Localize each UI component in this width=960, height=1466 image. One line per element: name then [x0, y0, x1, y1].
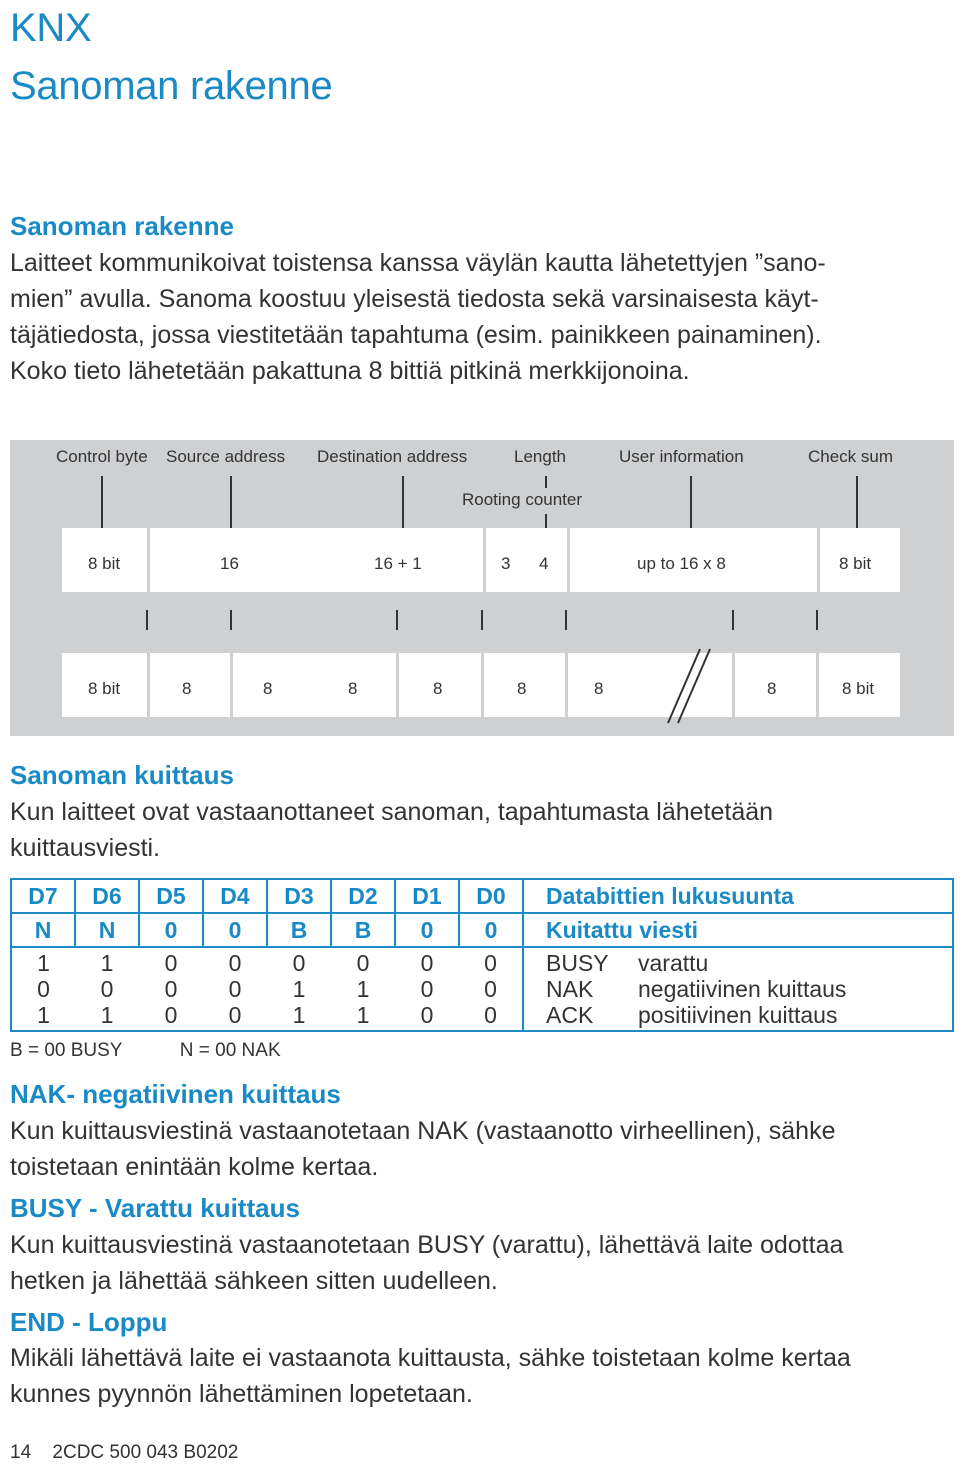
byte-tick	[816, 610, 818, 630]
header-cell: D3	[267, 879, 331, 913]
bit-value: 1	[356, 976, 370, 1002]
bit-column	[459, 947, 523, 1031]
byte-tick	[396, 610, 398, 630]
bit-value: 1	[100, 950, 114, 976]
bit-value: 1	[292, 1002, 306, 1028]
byte-separator	[816, 653, 819, 717]
byte-value: 8	[182, 679, 192, 698]
leader-line	[230, 476, 232, 528]
section-heading-nak: NAK- negatiivinen kuittaus	[10, 1079, 341, 1109]
header-cell: Databittien lukusuunta	[523, 879, 953, 913]
message-meaning: positiivinen kuittaus	[638, 1002, 838, 1028]
field-value: up to 16 x 8	[637, 554, 726, 573]
field-value: 3	[501, 554, 511, 573]
byte-value: 8	[433, 679, 443, 698]
byte-separator	[147, 653, 150, 717]
section-paragraph-sanoman-rakenne	[10, 245, 950, 389]
label-length: Length	[514, 447, 566, 466]
field-value: 8 bit	[88, 554, 121, 573]
leader-line	[545, 514, 547, 528]
telegram-structure-diagram	[10, 440, 954, 736]
paragraph-line: kunnes pyynnön lähettäminen lopetetaan.	[10, 1380, 473, 1408]
message-row	[546, 1002, 952, 1028]
paragraph-line: kuittausviesti.	[10, 834, 161, 862]
leader-line	[856, 476, 858, 528]
header-cell: 0	[139, 913, 203, 947]
bit-column	[75, 947, 139, 1031]
section-paragraph-end	[10, 1340, 950, 1412]
table-body-row	[11, 947, 953, 1031]
table-header-row	[11, 879, 953, 913]
byte-value: 8	[348, 679, 358, 698]
header-cell: B	[267, 913, 331, 947]
message-row	[546, 950, 952, 976]
bit-value: 0	[164, 1002, 178, 1028]
bit-value: 0	[420, 1002, 434, 1028]
section-heading-end: END - Loppu	[10, 1307, 168, 1337]
section-paragraph-busy	[10, 1227, 950, 1299]
bit-value: 0	[37, 976, 50, 1002]
bit-value: 0	[164, 976, 178, 1002]
legend-item: N = 00 NAK	[179, 1040, 281, 1061]
byte-separator	[565, 653, 568, 717]
header-cell: D0	[459, 879, 523, 913]
section-heading-sanoman-kuittaus: Sanoman kuittaus	[10, 760, 234, 790]
leader-line	[402, 476, 404, 528]
break-symbol-icon	[660, 645, 720, 727]
bit-value: 1	[37, 1002, 50, 1028]
bit-value: 1	[100, 1002, 114, 1028]
paragraph-line: Laitteet kommunikoivat toistensa kanssa väylän kautta lähetettyjen ”sano-	[10, 249, 826, 277]
header-cell: 0	[395, 913, 459, 947]
paragraph-line: Kun laitteet ovat vastaanottaneet sanoman, tapahtumasta lähetetään	[10, 798, 774, 826]
field-value: 16 + 1	[374, 554, 422, 573]
label-user-information: User information	[619, 447, 744, 466]
byte-value: 8 bit	[88, 679, 121, 698]
bit-value: 1	[37, 950, 50, 976]
document-code: 2CDC 500 043 B0202	[52, 1442, 239, 1463]
leader-line	[690, 476, 692, 528]
byte-separator	[732, 653, 735, 717]
bit-value: 0	[420, 950, 434, 976]
bit-column	[11, 947, 75, 1031]
field-separator	[567, 528, 570, 592]
paragraph-line: Kun kuittausviestinä vastaanotetaan NAK (vastaanotto virheellinen), sähke	[10, 1117, 836, 1145]
paragraph-line: täjätiedosta, jossa viestitetään tapahtuma (esim. painikkeen painaminen).	[10, 321, 822, 349]
header-cell: D1	[395, 879, 459, 913]
paragraph-line: toistetaan enintään kolme kertaa.	[10, 1153, 379, 1181]
bit-value: 0	[484, 1002, 497, 1028]
message-code: NAK	[546, 976, 594, 1002]
message-meaning: negatiivinen kuittaus	[638, 976, 847, 1002]
field-separator	[147, 528, 150, 592]
header-cell: D7	[11, 879, 75, 913]
header-cell: D5	[139, 879, 203, 913]
bit-column	[331, 947, 395, 1031]
field-row	[62, 528, 900, 592]
message-meaning: varattu	[638, 950, 709, 976]
header-cell: 0	[459, 913, 523, 947]
bit-value: 1	[356, 1002, 370, 1028]
table-legend	[10, 1040, 333, 1062]
byte-value: 8 bit	[842, 679, 875, 698]
message-row	[546, 976, 952, 1002]
label-destination-address: Destination address	[317, 447, 468, 466]
header-cell: N	[11, 913, 75, 947]
byte-tick	[230, 610, 232, 630]
header-cell: N	[75, 913, 139, 947]
bit-column	[139, 947, 203, 1031]
bit-value: 0	[356, 950, 370, 976]
field-separator	[817, 528, 820, 592]
bit-value: 0	[292, 950, 306, 976]
acknowledgement-table	[10, 878, 954, 1032]
section-heading-sanoman-rakenne: Sanoman rakenne	[10, 211, 234, 241]
byte-tick	[732, 610, 734, 630]
bit-value: 0	[164, 950, 178, 976]
section-paragraph-sanoman-kuittaus	[10, 794, 950, 866]
paragraph-line: hetken ja lähettää sähkeen sitten uudelleen.	[10, 1267, 498, 1295]
bit-value: 0	[100, 976, 114, 1002]
label-source-address: Source address	[166, 447, 286, 466]
message-code: ACK	[546, 1002, 594, 1028]
byte-value: 8	[767, 679, 777, 698]
bit-value: 0	[228, 976, 242, 1002]
page-footer	[10, 1442, 254, 1464]
section-heading-busy: BUSY - Varattu kuittaus	[10, 1193, 300, 1223]
leader-line	[101, 476, 103, 528]
paragraph-line: mien” avulla. Sanoma koostuu yleisestä tiedosta sekä varsinaisesta käyt-	[10, 285, 819, 313]
page-number: 14	[10, 1442, 32, 1463]
bit-value: 0	[228, 1002, 242, 1028]
document-subtitle: Sanoman rakenne	[10, 64, 333, 108]
bit-value: 0	[484, 950, 497, 976]
label-check-sum: Check sum	[808, 447, 894, 466]
byte-separator	[396, 653, 399, 717]
paragraph-line: Kun kuittausviestinä vastaanotetaan BUSY (varattu), lähettävä laite odottaa	[10, 1231, 844, 1259]
byte-value: 8	[517, 679, 527, 698]
document-title: KNX	[10, 6, 92, 50]
byte-separator	[481, 653, 484, 717]
header-cell: D6	[75, 879, 139, 913]
paragraph-line: Koko tieto lähetetään pakattuna 8 bittiä pitkinä merkkijonoina.	[10, 357, 690, 385]
byte-value: 8	[594, 679, 604, 698]
message-meaning-column	[523, 947, 953, 1031]
header-cell: 0	[203, 913, 267, 947]
bit-value: 0	[420, 976, 434, 1002]
field-value: 8 bit	[839, 554, 872, 573]
label-control-byte: Control byte	[56, 447, 148, 466]
header-cell: D4	[203, 879, 267, 913]
bit-value: 0	[228, 950, 242, 976]
legend-item: B = 00 BUSY	[10, 1040, 123, 1061]
byte-tick	[481, 610, 483, 630]
bit-value: 1	[292, 976, 306, 1002]
table-header-row	[11, 913, 953, 947]
field-separator	[483, 528, 486, 592]
byte-value: 8	[263, 679, 273, 698]
header-cell: Kuitattu viesti	[523, 913, 953, 947]
field-value: 16	[220, 554, 239, 573]
byte-tick	[565, 610, 567, 630]
bit-column	[267, 947, 331, 1031]
header-cell: B	[331, 913, 395, 947]
message-code: BUSY	[546, 950, 609, 976]
label-rooting-counter: Rooting counter	[462, 490, 583, 509]
bit-column	[203, 947, 267, 1031]
leader-line	[545, 476, 547, 488]
bit-column	[395, 947, 459, 1031]
bit-value: 0	[484, 976, 497, 1002]
field-value: 4	[539, 554, 549, 573]
header-cell: D2	[331, 879, 395, 913]
section-paragraph-nak	[10, 1113, 950, 1185]
paragraph-line: Mikäli lähettävä laite ei vastaanota kuittausta, sähke toistetaan kolme kertaa	[10, 1344, 851, 1372]
byte-separator	[230, 653, 233, 717]
byte-tick	[146, 610, 148, 630]
